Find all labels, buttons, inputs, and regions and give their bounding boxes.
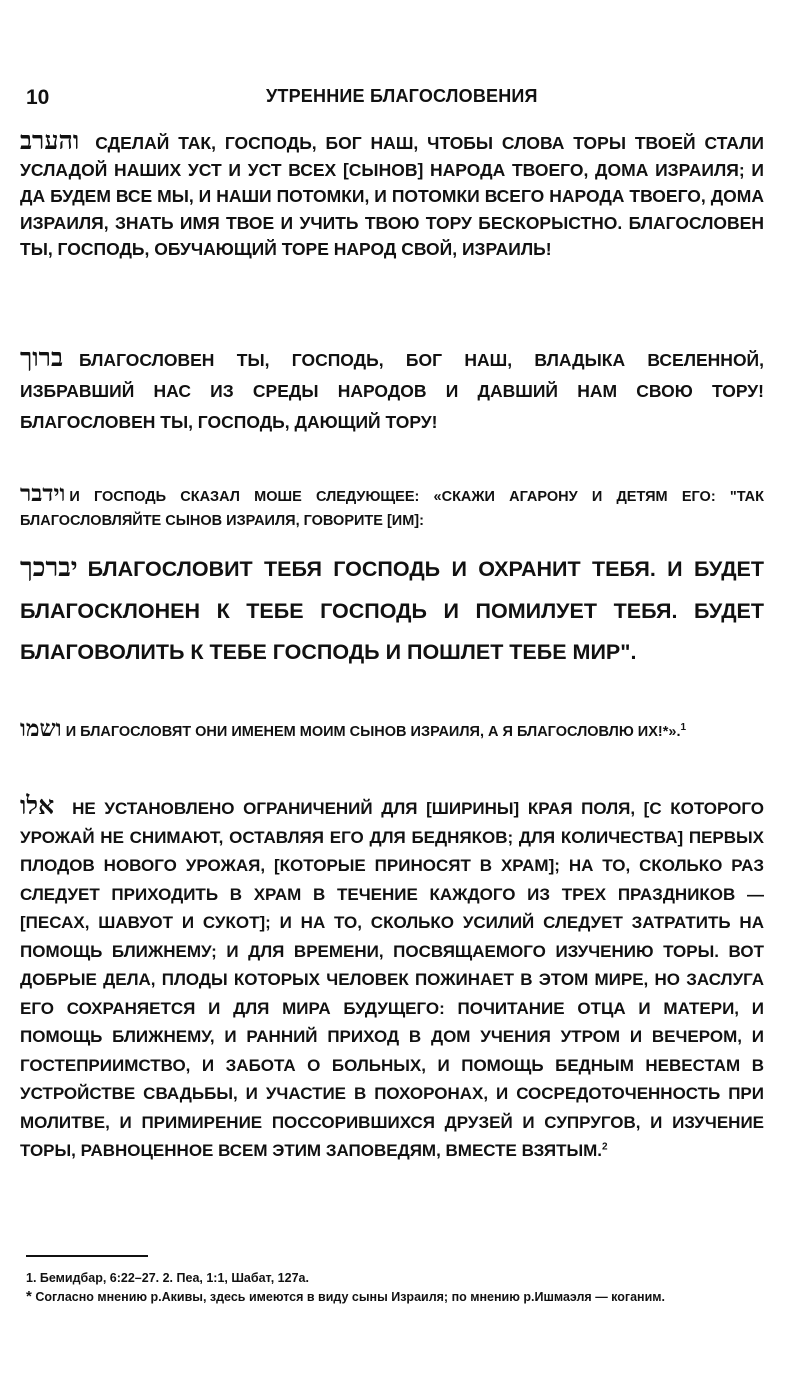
paragraph-text: СДЕЛАЙ ТАК, ГОСПОДЬ, БОГ НАШ, ЧТОБЫ СЛОВА ТОРЫ ТВОЕЙ СТАЛИ УСЛАДОЙ НАШИХ УСТ И УСТ ВСЕХ [СЫНОВ] НАРОДА ТВОЕГО, ДОМА ИЗРАИЛЯ; И ДА БУДЕМ ВСЕ МЫ, И НАШИ ПОТОМКИ, И ПОТОМКИ ВСЕГО НАРОДА ТВОЕГО, ДОМА ИЗРАИЛЯ, ЗНАТЬ ИМЯ ТВОЕ И УЧИТЬ ТВОЮ ТОРУ БЕСКОРЫСТНО. БЛАГОСЛОВЕН ТЫ, ГОСПОДЬ, ОБУЧАЮЩИЙ ТОРЕ НАРОД СВОЙ, ИЗРАИЛЬ! xyxy=(20,133,764,260)
footnote-star-mark: * xyxy=(26,1288,32,1305)
paragraph-yevarechecha xyxy=(20,548,764,674)
hebrew-keyword: וידבר xyxy=(20,480,66,507)
footnote-sources: 1. Бемидбар, 6:22–27. 2. Пеа, 1:1, Шабат, 127а. xyxy=(26,1271,309,1285)
hebrew-keyword: ושמו xyxy=(20,715,62,742)
hebrew-keyword: אלו xyxy=(20,791,55,820)
paragraph-text: БЛАГОСЛОВЕН ТЫ, ГОСПОДЬ, БОГ НАШ, ВЛАДЫКА ВСЕЛЕННОЙ, ИЗБРАВШИЙ НАС ИЗ СРЕДЫ НАРОДОВ И ДАВШИЙ НАМ СВОЮ ТОРУ! БЛАГОСЛОВЕН ТЫ, ГОСПОДЬ, ДАЮЩИЙ ТОРУ! xyxy=(20,350,764,432)
footnote-star: * xyxy=(662,724,669,740)
footnote-divider xyxy=(26,1255,148,1257)
hebrew-keyword: יברכך xyxy=(20,553,78,583)
page-number: 10 xyxy=(26,86,50,109)
paragraph-text: И ГОСПОДЬ СКАЗАЛ МОШЕ СЛЕДУЮЩЕЕ: «СКАЖИ АГАРОНУ И ДЕТЯМ ЕГО: "ТАК БЛАГОСЛОВЛЯЙТЕ СЫНОВ ИЗРАИЛЯ, ГОВОРИТЕ [ИМ]: xyxy=(20,489,764,529)
page-header xyxy=(20,86,780,116)
paragraph-vesamu xyxy=(20,715,764,743)
running-title: УТРЕННИЕ БЛАГОСЛОВЕНИЯ xyxy=(266,86,538,106)
footnote-ref-2: 2 xyxy=(602,1141,608,1153)
footnote-star-note xyxy=(26,1288,766,1306)
footnote-star-text: Согласно мнению р.Акивы, здесь имеются в виду сыны Израиля; по мнению р.Ишмаэля — коганим. xyxy=(35,1290,666,1304)
hebrew-keyword: והערב xyxy=(20,126,80,155)
hebrew-keyword: ברוך xyxy=(20,343,64,372)
paragraph-elu xyxy=(20,792,764,1166)
closing-quote: ». xyxy=(668,724,681,740)
paragraph-vayedaber xyxy=(20,482,764,533)
paragraph-text: И БЛАГОСЛОВЯТ ОНИ ИМЕНЕМ МОИМ СЫНОВ ИЗРАИЛЯ, А Я БЛАГОСЛОВЛЮ ИХ! xyxy=(65,724,663,740)
paragraph-text: БЛАГОСЛОВИТ ТЕБЯ ГОСПОДЬ И ОХРАНИТ ТЕБЯ. И БУДЕТ БЛАГОСКЛОНЕН К ТЕБЕ ГОСПОДЬ И ПОМИЛУЕТ ТЕБЯ. БУДЕТ БЛАГОВОЛИТЬ К ТЕБЕ ГОСПОДЬ И ПОШЛЕТ ТЕБЕ МИР". xyxy=(20,557,764,664)
footnote-ref-1: 1 xyxy=(680,722,687,734)
paragraph-text: НЕ УСТАНОВЛЕНО ОГРАНИЧЕНИЙ ДЛЯ [ШИРИНЫ] КРАЯ ПОЛЯ, [С КОТОРОГО УРОЖАЙ НЕ СНИМАЮТ, ОСТАВЛЯЯ ЕГО ДЛЯ БЕДНЯКОВ; ДЛЯ КОЛИЧЕСТВА] ПЕРВЫХ ПЛОДОВ НОВОГО УРОЖАЯ, [КОТОРЫЕ ПРИНОСЯТ В ХРАМ]; НА ТО, СКОЛЬКО РАЗ СЛЕДУЕТ ПРИХОДИТЬ В ХРАМ В ТЕЧЕНИЕ КАЖДОГО ИЗ ТРЕХ ПРАЗДНИКОВ — [ПЕСАХ, ШАВУОТ И СУКОТ]; И НА ТО, СКОЛЬКО УСИЛИЙ СЛЕДУЕТ ЗАТРАТИТЬ НА ПОМОЩЬ БЛИЖНЕМУ; И ДЛЯ ВРЕМЕНИ, ПОСВЯЩАЕМОГО ИЗУЧЕНИЮ ТОРЫ. ВОТ ДОБРЫЕ ДЕЛА, ПЛОДЫ КОТОРЫХ ЧЕЛОВЕК ПОЖИНАЕТ В ЭТОМ МИРЕ, НО ЗАСЛУГА ЕГО СОХРАНЯЕТСЯ И ДЛЯ МИРА БУДУЩЕГО: ПОЧИТАНИЕ ОТЦА И МАТЕРИ, И ПОМОЩЬ БЛИЖНЕМУ, И РАННИЙ ПРИХОД В ДОМ УЧЕНИЯ УТРОМ И ВЕЧЕРОМ, И ГОСТЕПРИИМСТВО, И ЗАБОТА О БОЛЬНЫХ, И ПОМОЩЬ БЕДНЫМ НЕВЕСТАМ В УСТРОЙСТВЕ СВАДЬБЫ, И УЧАСТИЕ В ПОХОРОНАХ, И СОСРЕДОТОЧЕННОСТЬ ПРИ МОЛИТВЕ, И ПРИМИРЕНИЕ ПОССОРИВШИХСЯ ДРУЗЕЙ И СУПРУГОВ, И ИЗУЧЕНИЕ ТОРЫ, РАВНОЦЕННОЕ ВСЕМ ЭТИМ ЗАПОВЕДЯМ, ВМЕСТЕ ВЗЯТЫМ. xyxy=(20,799,764,1160)
paragraph-vehaarev xyxy=(20,128,764,263)
paragraph-baruch xyxy=(20,342,764,438)
